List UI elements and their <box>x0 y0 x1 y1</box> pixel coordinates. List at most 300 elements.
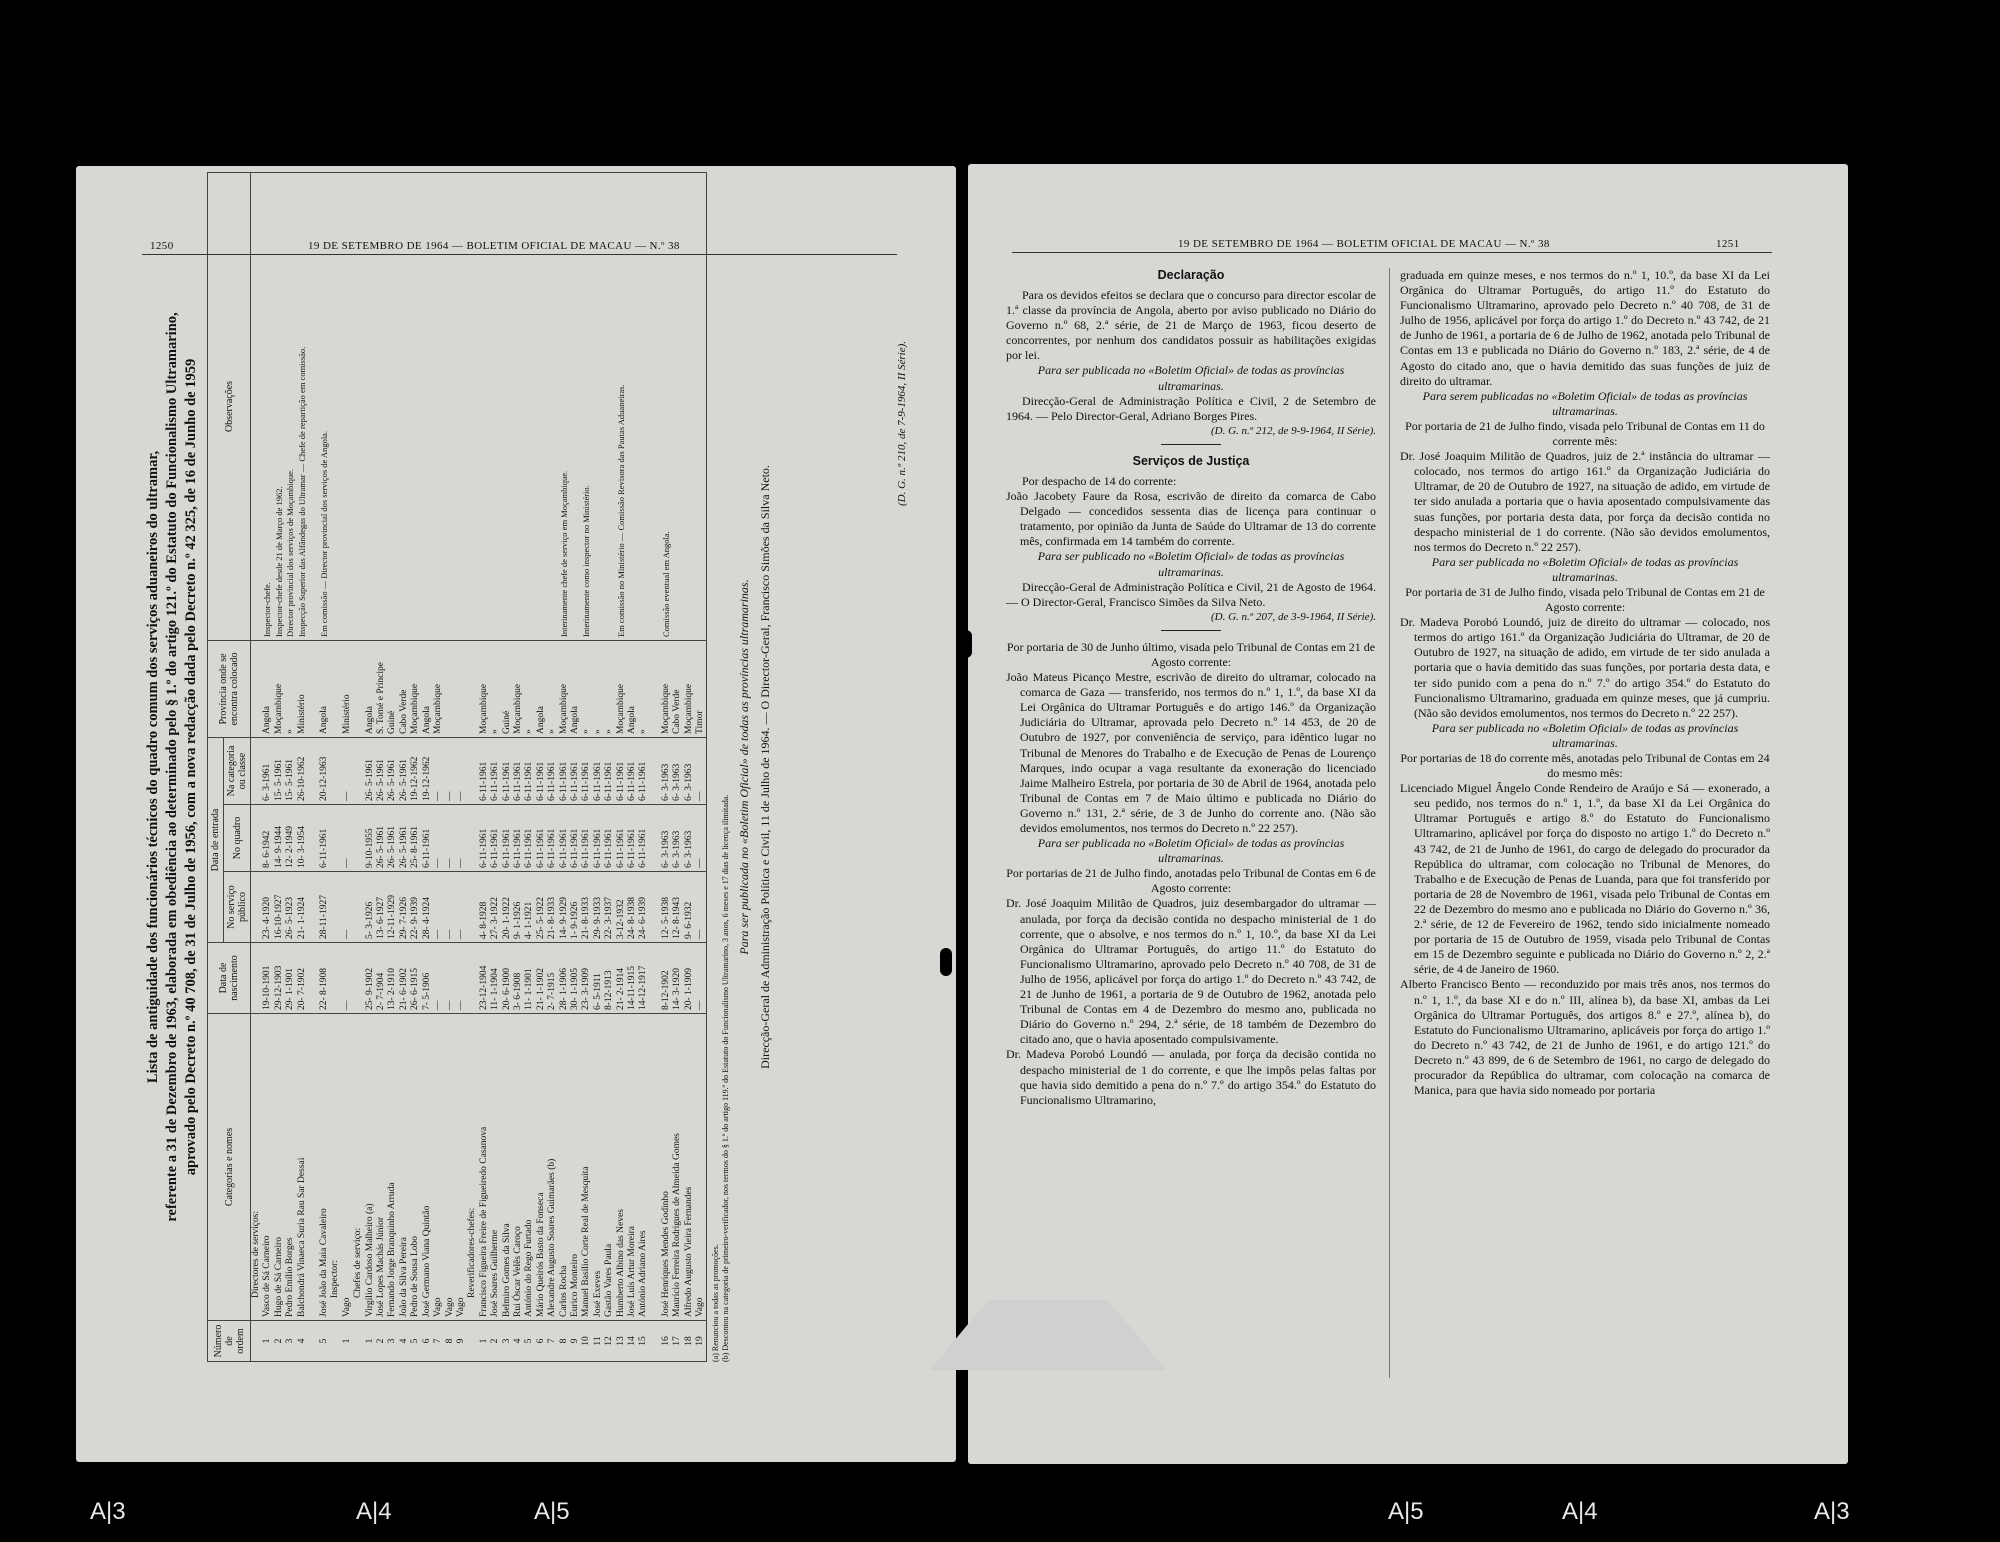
cell-province: Moçambique <box>433 641 444 738</box>
seniority-list-rotated <box>144 172 872 1362</box>
empty-cell <box>308 872 319 943</box>
cell-category: 26- 5-1961 <box>376 738 387 805</box>
cell-province: S. Tomé e Príncipe <box>376 641 387 738</box>
cell-category: 6-11-1961 <box>547 738 558 805</box>
cell-public: 9- 6-1932 <box>684 872 695 943</box>
gazette-ref-left: (D. G. n.º 210, de 7-9-1964, II Série). <box>896 340 908 506</box>
cell-num: 7 <box>547 1321 558 1362</box>
cell-public: 24- 8-1938 <box>627 872 638 943</box>
col-public: No serviço público <box>224 872 251 943</box>
publish-note: Para ser publicada no «Boletim Oficial» de todas as províncias ultramarinas. <box>1431 554 1739 584</box>
cell-quadro: 6-11-1961 <box>524 805 535 872</box>
cell-quadro: 9-10-1955 <box>365 805 376 872</box>
empty-cell <box>650 872 661 943</box>
empty-cell <box>330 173 341 641</box>
cell-name: João da Silva Pereira <box>399 1014 410 1321</box>
cell-public: 16-10-1927 <box>274 872 285 943</box>
empty-cell <box>353 173 364 641</box>
cell-province: » <box>604 641 615 738</box>
cell-province: Angola <box>570 641 581 738</box>
cell-public: 14- 9-1929 <box>559 872 570 943</box>
cell-obs: Inspecção Superior das Alfândegas do Ultramar — Chefe de repartição em comissão. <box>297 173 308 641</box>
cell-obs <box>376 173 387 641</box>
cell-name: Alexandre Augusto Soares Guimarães (b) <box>547 1014 558 1321</box>
order-entry: João Jacobety Faure da Rosa, escrivão de direito da comarca de Cabo Delgado — concedidos sessenta dias de licença para continuar o tratamento, por opinião da Junta de Saúde do Ultramar de 13 do corrente mês, confirmada em 14 também do corrente. <box>1006 489 1376 549</box>
cell-quadro: — <box>695 805 707 872</box>
cell-public: 5- 3-1926 <box>365 872 376 943</box>
cell-birth: 29-12-1903 <box>274 943 285 1014</box>
group-spacer <box>330 1321 341 1362</box>
col-province: Província onde se encontra colocado <box>208 641 251 738</box>
cell-public: 21- 1-1924 <box>297 872 308 943</box>
cell-category: — <box>695 738 707 805</box>
section-rule <box>1161 444 1221 445</box>
cell-num: 8 <box>445 1321 456 1362</box>
cell-province: Ministério <box>342 641 353 738</box>
cell-birth: 8-12-1913 <box>604 943 615 1014</box>
title-line-3: aprovado pelo Decreto n.º 40 708, de 31 de Julho de 1956, com a nova redacção dada pelo Decreto n.º 42 325, de 16 de Junho de 1959 <box>183 358 199 1176</box>
cell-name: Francisco Figueira Freire de Figueiredo Casanova <box>479 1014 490 1321</box>
column-rule <box>1389 268 1390 1378</box>
cell-name: José Germano Viana Quintão <box>422 1014 433 1321</box>
cell-quadro: 6-11-1961 <box>319 805 330 872</box>
cell-num: 7 <box>433 1321 444 1362</box>
table-row <box>422 173 433 1362</box>
table-row <box>627 173 638 1362</box>
cell-num: 1 <box>262 1321 273 1362</box>
cell-obs <box>695 173 707 641</box>
footnotes <box>711 172 731 1362</box>
cell-quadro: 26- 5-1961 <box>376 805 387 872</box>
header-left: 19 DE SETEMBRO DE 1964 — BOLETIM OFICIAL DE MACAU — N.º 38 <box>308 240 680 252</box>
cell-name: Balchondrá Vinaeca Suria Rau Sar Dessai <box>297 1014 308 1321</box>
cell-num: 9 <box>456 1321 467 1362</box>
cell-public: 12-11-1929 <box>387 872 398 943</box>
empty-cell <box>251 872 263 943</box>
cell-province: Moçambique <box>410 641 421 738</box>
cell-province: Moçambique <box>513 641 524 738</box>
cell-obs <box>502 173 513 641</box>
empty-cell <box>650 805 661 872</box>
text-column-2 <box>1400 268 1770 1098</box>
cell-birth: 22- 8-1908 <box>319 943 330 1014</box>
cell-public: 9- 1-1926 <box>513 872 524 943</box>
table-row <box>638 173 649 1362</box>
cell-obs <box>410 173 421 641</box>
table-row <box>684 173 695 1362</box>
cell-name: José João da Maia Cavaleiro <box>319 1014 330 1321</box>
cell-num: 12 <box>604 1321 615 1362</box>
cell-num: 1 <box>342 1321 353 1362</box>
cell-num: 2 <box>490 1321 501 1362</box>
table-row <box>285 173 296 1362</box>
table-row <box>524 173 535 1362</box>
cell-province: » <box>490 641 501 738</box>
cell-category: 6-11-1961 <box>627 738 638 805</box>
cell-province: Angola <box>536 641 547 738</box>
order-intro: Por portaria de 21 de Julho findo, visada pelo Tribunal de Contas em 11 do corrente mês: <box>1405 418 1765 449</box>
cell-category: 19-12-1962 <box>422 738 433 805</box>
publish-note: Para ser publicada no «Boletim Oficial» de todas as províncias ultramarinas. <box>1037 836 1345 866</box>
cell-birth: 3- 6-1908 <box>513 943 524 1014</box>
empty-cell <box>308 943 319 1014</box>
cell-province: Guiné <box>502 641 513 738</box>
cell-public: 12- 8-1943 <box>672 872 683 943</box>
cell-quadro: 6- 3-1963 <box>672 805 683 872</box>
cell-category: 6-11-1961 <box>604 738 615 805</box>
table-row <box>616 173 627 1362</box>
cell-obs <box>672 173 683 641</box>
paragraph: Para os devidos efeitos se declara que o concurso para director escolar de 1.ª classe da província de Angola, aberto por aviso publicado no Diário do Governo n.º 68, 2.ª série, de 21 de Março de 1963, ficou deserto de concorrentes, por nenhum dos candidatos possuir as habilitações exigidas por lei. <box>1006 288 1376 363</box>
film-mark: A|5 <box>534 1498 570 1525</box>
order-entry: Dr. Madeva Porobó Loundó, juiz de direito do ultramar — colocado, nos termos do artigo 161.º da Organização Judiciária do Ultramar, de 20 de Outubro de 1927, na situação de adido, em virtude de ter sido anulada a portaria que o havia demitido das suas funções, por portaria desta data, e ter sido punido com a pena do n.º 7.º do artigo 354.º do Estatuto do Funcionalismo Ultramarino, graduada em quinze meses, que já cumpriu. (Não são devidos emolumentos, nos termos do Decreto n.º 22 257). <box>1400 615 1770 720</box>
cell-province: Cabo Verde <box>399 641 410 738</box>
paragraph: Direcção-Geral de Administração Política e Civil, 21 de Agosto de 1964. — O Director-Geral, Francisco Simões da Silva Neto. <box>1006 579 1376 609</box>
cell-birth: 26- 6-1915 <box>410 943 421 1014</box>
cell-category: — <box>433 738 444 805</box>
empty-cell <box>467 173 478 641</box>
paragraph: Direcção-Geral de Administração Política e Civil, 2 de Setembro de 1964. — Pelo Director-Geral, Adriano Borges Pires. <box>1006 393 1376 423</box>
empty-cell <box>308 641 319 738</box>
order-entry: Dr. José Joaquim Militão de Quadros, juiz de 2.ª instância do ultramar — colocado, nos termos do artigo 161.º da Organização Judiciária do Ultramar, de 20 de Outubro de 1927, na situação de adido, em virtude de ter sido anulada a portaria que o havia aposentado compulsivamente das suas funções, por portaria desta data, por força da decisão contida no despacho ministerial de 1 do corrente. (Não são devidos emolumentos, nos termos do Decreto n.º 22 257). <box>1400 449 1770 554</box>
cell-category: — <box>342 738 353 805</box>
cell-obs <box>684 173 695 641</box>
empty-cell <box>251 943 263 1014</box>
cell-quadro: 8- 6-1942 <box>262 805 273 872</box>
cell-quadro: 26- 5-1961 <box>387 805 398 872</box>
cell-birth: 11- 1-1904 <box>490 943 501 1014</box>
col-quadro: No quadro <box>224 805 251 872</box>
cell-public: — <box>695 872 707 943</box>
cell-birth: 14- 3-1920 <box>672 943 683 1014</box>
gazette-ref: (D. G. n.º 207, de 3-9-1964, II Série). <box>1210 610 1376 623</box>
group-label: Directores de serviços: <box>251 1014 263 1321</box>
cell-name: Manuel Basílio Corte Real de Mesquita <box>581 1014 592 1321</box>
group-label: Inspector: <box>330 1014 341 1321</box>
cell-num: 4 <box>399 1321 410 1362</box>
group-heading <box>330 173 341 1362</box>
cell-quadro: 6- 3-1963 <box>684 805 695 872</box>
cell-num: 16 <box>661 1321 672 1362</box>
cell-num: 13 <box>616 1321 627 1362</box>
table-row <box>479 173 490 1362</box>
cell-public: 29- 7-1926 <box>399 872 410 943</box>
cell-name: Vago <box>445 1014 456 1321</box>
section-rule <box>1161 630 1221 631</box>
cell-num: 5 <box>524 1321 535 1362</box>
cell-birth: 23- 3-1909 <box>581 943 592 1014</box>
cell-category: 6-11-1961 <box>570 738 581 805</box>
table-row <box>593 173 604 1362</box>
cell-obs <box>399 173 410 641</box>
empty-cell <box>251 738 263 805</box>
group-spacer <box>467 1321 478 1362</box>
empty-cell <box>650 738 661 805</box>
cell-num: 3 <box>387 1321 398 1362</box>
cell-num: 8 <box>559 1321 570 1362</box>
cell-quadro: 26- 5-1961 <box>399 805 410 872</box>
section-heading: Declaração <box>1157 268 1225 282</box>
cell-birth: 7- 5-1906 <box>422 943 433 1014</box>
footnote-b: (b) Descontou na categoria de primeiro-verificador, nos termos do § 1.º do artigo 119.º do Estatuto do Funcionalismo Ultramarino, 3 anos, 6 meses e 17 dias de licença ilimitada. <box>721 794 731 1362</box>
cell-province: Angola <box>422 641 433 738</box>
empty-cell <box>467 872 478 943</box>
cell-birth: 20- 6-1900 <box>502 943 513 1014</box>
cell-birth: 14-12-1917 <box>638 943 649 1014</box>
film-mark: A|5 <box>1388 1498 1424 1525</box>
table-row <box>399 173 410 1362</box>
cell-province: Angola <box>365 641 376 738</box>
cell-obs <box>536 173 547 641</box>
cell-name: José Exeves <box>593 1014 604 1321</box>
order-entry: Dr. Madeva Porobó Loundó — anulada, por força da decisão contida no despacho ministerial de 1 do corrente, e que lhe impôs pelas faltas por que havia sido demitido a pena do n.º 7.º do artigo 354.º do Estatuto do Funcionalismo Ultramarino, <box>1006 1047 1376 1107</box>
order-entry: João Mateus Picanço Mestre, escrivão de direito do ultramar, colocado na comarca de Gaza — transferido, nos termos do n.º 1, 1.º, da base XI da Lei Orgânica do Ultramar Português e do artigo 146.º da Organização Judiciária do Ultramar, aprovada pelo Decreto n.º 14 453, de 20 de Outubro de 1927, por conveniência de serviço, para idêntico lugar no Tribunal de Menores do Trabalho e de Execução de Penas de Lourenço Marques, indo ocupar a vaga resultante da exoneração do licenciado Jaime Malheiro Estrela, por portaria de 30 de Abril de 1964, anotada pelo Tribunal de Contas em 7 de Maio último e publicada no Diário do Governo n.º 131, 2.ª série, de 3 de Junho do corrente ano. (Não são devidos emolumentos, nos termos do Decreto n.º 22 257). <box>1006 670 1376 835</box>
cell-birth: 2- 7-1915 <box>547 943 558 1014</box>
cell-public: 3-12-1932 <box>616 872 627 943</box>
cell-category: 6-11-1961 <box>593 738 604 805</box>
cell-quadro: 6-11-1961 <box>536 805 547 872</box>
cell-obs: Em comissão no Ministério — Comissão Revisora das Pautas Aduaneiras. <box>616 173 627 641</box>
col-obs: Observações <box>208 173 251 641</box>
cell-num: 3 <box>285 1321 296 1362</box>
cell-category: 6-11-1961 <box>524 738 535 805</box>
cell-province: Moçambique <box>274 641 285 738</box>
cell-province: Angola <box>319 641 330 738</box>
cell-category: 6- 3-1963 <box>684 738 695 805</box>
cell-quadro: — <box>342 805 353 872</box>
table-body <box>251 173 707 1362</box>
cell-quadro: 6-11-1961 <box>616 805 627 872</box>
film-mark: A|3 <box>90 1498 126 1525</box>
cell-public: — <box>456 872 467 943</box>
cell-quadro: 12- 2-1949 <box>285 805 296 872</box>
empty-cell <box>353 738 364 805</box>
cell-category: 6-11-1961 <box>559 738 570 805</box>
empty-cell <box>251 173 263 641</box>
empty-cell <box>330 872 341 943</box>
cell-num: 4 <box>297 1321 308 1362</box>
cell-province: » <box>638 641 649 738</box>
cell-name: Humberto Albino das Neves <box>616 1014 627 1321</box>
cell-province: Timor <box>695 641 707 738</box>
empty-cell <box>330 805 341 872</box>
order-intro: Por portaria de 30 de Junho último, visada pelo Tribunal de Contas em 21 de Agosto corrente: <box>1006 639 1376 669</box>
cell-name: Vago <box>342 1014 353 1321</box>
cell-birth: 21- 2-1914 <box>616 943 627 1014</box>
cell-public: — <box>445 872 456 943</box>
table-row <box>661 173 672 1362</box>
cell-quadro: — <box>445 805 456 872</box>
cell-birth: 25- 9-1902 <box>365 943 376 1014</box>
col-birth: Data de nascimento <box>208 943 251 1014</box>
cell-quadro: 10- 3-1954 <box>297 805 308 872</box>
cell-birth: 28- 1-1906 <box>559 943 570 1014</box>
empty-cell <box>308 1321 319 1362</box>
table-row <box>672 173 683 1362</box>
group-heading <box>353 173 364 1362</box>
table-row <box>262 173 273 1362</box>
group-heading <box>251 173 263 1362</box>
cell-public: — <box>433 872 444 943</box>
cell-obs <box>342 173 353 641</box>
cell-num: 15 <box>638 1321 649 1362</box>
film-mark: A|4 <box>1562 1498 1598 1525</box>
cell-province: Moçambique <box>559 641 570 738</box>
cell-birth: 21- 1-1902 <box>536 943 547 1014</box>
cell-obs: Em comissão — Director provincial dos serviços de Angola. <box>319 173 330 641</box>
cell-obs: Interinamente chefe de serviço em Moçambique. <box>559 173 570 641</box>
cell-province: Moçambique <box>684 641 695 738</box>
film-mark: A|3 <box>1814 1498 1850 1525</box>
cell-obs <box>422 173 433 641</box>
cell-birth: 30- 1-1905 <box>570 943 581 1014</box>
cell-num: 2 <box>376 1321 387 1362</box>
order-intro: Por portaria de 31 de Julho findo, visada pelo Tribunal de Contas em 21 de Agosto corrente: <box>1405 584 1765 615</box>
order-intro: Por portarias de 21 de Julho findo, anotadas pelo Tribunal de Contas em 6 de Agosto corrente: <box>1006 866 1376 896</box>
cell-province: Cabo Verde <box>672 641 683 738</box>
cell-category: 15- 5-1961 <box>285 738 296 805</box>
cell-obs <box>479 173 490 641</box>
header-right: 19 DE SETEMBRO DE 1964 — BOLETIM OFICIAL DE MACAU — N.º 38 <box>1178 238 1550 250</box>
cell-obs <box>387 173 398 641</box>
cell-public: 22- 9-1939 <box>410 872 421 943</box>
film-mark: A|4 <box>356 1498 392 1525</box>
cell-birth: 20- 1-1909 <box>684 943 695 1014</box>
cell-name: Pedro Emílio Borges <box>285 1014 296 1321</box>
right-page <box>968 164 1848 1464</box>
cell-birth: — <box>445 943 456 1014</box>
table-row <box>581 173 592 1362</box>
cell-public: 4- 1-1921 <box>524 872 535 943</box>
cell-num: 14 <box>627 1321 638 1362</box>
empty-cell <box>251 641 263 738</box>
table-row <box>490 173 501 1362</box>
table-row <box>319 173 330 1362</box>
cell-name: António do Rego Furtado <box>524 1014 535 1321</box>
cell-birth: 6- 5-1911 <box>593 943 604 1014</box>
row-gap <box>650 173 661 1362</box>
table-row <box>342 173 353 1362</box>
group-spacer <box>353 1321 364 1362</box>
table-row <box>502 173 513 1362</box>
cell-obs: Inspector-chefe. <box>262 173 273 641</box>
cell-quadro: 25- 8-1961 <box>410 805 421 872</box>
empty-cell <box>308 1014 319 1321</box>
cell-obs <box>638 173 649 641</box>
empty-cell <box>251 805 263 872</box>
cell-province: » <box>285 641 296 738</box>
cell-quadro: 6-11-1961 <box>502 805 513 872</box>
cell-name: Pedro de Sousa Lobo <box>410 1014 421 1321</box>
empty-cell <box>650 1321 661 1362</box>
cell-num: 18 <box>684 1321 695 1362</box>
table-row <box>297 173 308 1362</box>
cell-obs <box>490 173 501 641</box>
group-heading <box>467 173 478 1362</box>
table-row <box>445 173 456 1362</box>
cell-obs <box>456 173 467 641</box>
order-entry: Dr. José Joaquim Militão de Quadros, juiz desembargador do ultramar — anulada, por força da decisão contida no despacho ministerial de 1 do corrente, que o absolve, e nos termos do n.º 1, 10.º, da base XI da Lei Orgânica do Ultramar Português, do artigo 11.º do Estatuto do Funcionalismo Ultramarino, aprovado pelo Decreto n.º 40 708, de 31 de Julho de 1956, aplicável por força do artigo 1.º do Decreto n.º 43 742, de 21 de Junho de 1961, a portaria de 9 de Outubro de 1962, anotada pelo Tribunal de Contas em 4 de Dezembro do mesmo ano, publicada no Diário do Governo n.º 294, 2.ª série, de 18 também de Dezembro do citado ano, que o havia aposentado compulsivamente. <box>1006 896 1376 1047</box>
col-name: Categorias e nomes <box>208 1014 251 1321</box>
group-label: Chefes de serviço: <box>353 1014 364 1321</box>
cell-quadro: 6-11-1961 <box>604 805 615 872</box>
cell-num: 11 <box>593 1321 604 1362</box>
cell-name: José Soares Guilherme <box>490 1014 501 1321</box>
cell-birth: — <box>342 943 353 1014</box>
cell-public: 21- 8-1933 <box>547 872 558 943</box>
cell-num: 5 <box>319 1321 330 1362</box>
cell-name: José Lopes Machás Júnior <box>376 1014 387 1321</box>
cell-province: Ministério <box>297 641 308 738</box>
cell-name: Virgílio Cardoso Malheiro (a) <box>365 1014 376 1321</box>
publish-note: Para ser publicada no «Boletim Oficial» de todas as províncias ultramarinas. <box>737 579 752 955</box>
left-page <box>76 166 956 1462</box>
cell-num: 6 <box>422 1321 433 1362</box>
table-row <box>547 173 558 1362</box>
cell-province: Angola <box>627 641 638 738</box>
cell-quadro: 6-11-1961 <box>627 805 638 872</box>
empty-cell <box>353 943 364 1014</box>
cell-category: 26- 5-1961 <box>399 738 410 805</box>
cell-num: 1 <box>365 1321 376 1362</box>
table-row <box>365 173 376 1362</box>
cell-category: 6-11-1961 <box>502 738 513 805</box>
cell-public: 28-11-1927 <box>319 872 330 943</box>
cell-birth: 23-12-1904 <box>479 943 490 1014</box>
cell-public: 25- 5-1922 <box>536 872 547 943</box>
cell-public: 13- 6-1927 <box>376 872 387 943</box>
cell-obs <box>524 173 535 641</box>
cell-category: 6-11-1961 <box>638 738 649 805</box>
empty-cell <box>330 738 341 805</box>
cell-name: Vago <box>456 1014 467 1321</box>
cell-name: Vago <box>433 1014 444 1321</box>
cell-name: Rui Óscar Velês Caroço <box>513 1014 524 1321</box>
cell-num: 5 <box>410 1321 421 1362</box>
cell-province: Moçambique <box>661 641 672 738</box>
cell-name: Alfredo Augusto Vieira Fernandes <box>684 1014 695 1321</box>
cell-category: 6-11-1961 <box>513 738 524 805</box>
cell-name: Fernando Jorge Branquinho Arruda <box>387 1014 398 1321</box>
cell-obs <box>570 173 581 641</box>
cell-birth: 20- 7-1902 <box>297 943 308 1014</box>
cell-birth: 19-10-1901 <box>262 943 273 1014</box>
footnote-a: (a) Renunciou a todas as promoções. <box>711 1244 721 1362</box>
order-entry: Alberto Francisco Bento — reconduzido por mais três anos, nos termos do n.º 1, 1.º, da base XI e do n.º III, alínea b), da base XI, ambas da Lei Orgânica do Ultramar Português, dos artigos 8.º e 27.º, alínea b), do Estatuto do Funcionalismo Ultramarino, aplicáveis por força do artigo 1.º do Decreto n.º 43 742, de 21 de Junho de 1961, e do artigo 121.º do Decreto n.º 43 899, de 6 de Setembro de 1961, no cargo de delegado do procurador da República do ultramar, com colocação na comarca de Manica, para que havia sido nomeado por portaria <box>1400 977 1770 1098</box>
cell-quadro: 6-11-1961 <box>479 805 490 872</box>
cell-num: 2 <box>274 1321 285 1362</box>
cell-category: — <box>456 738 467 805</box>
cell-name: Belmiro Gomes da Silva <box>502 1014 513 1321</box>
cell-obs <box>433 173 444 641</box>
cell-category: 6- 3-1961 <box>262 738 273 805</box>
gutter-shadow <box>930 1300 1166 1370</box>
col-num: Número de ordem <box>208 1321 251 1362</box>
cell-birth: 13- 2-1910 <box>387 943 398 1014</box>
cell-obs: Interinamente como inspector no Ministério. <box>581 173 592 641</box>
cell-name: José Luís Artur Moreira <box>627 1014 638 1321</box>
publish-note: Para serem publicadas no «Boletim Oficial» de todas as províncias ultramarinas. <box>1422 388 1748 418</box>
col-entry: Data de entrada <box>208 738 224 943</box>
binding-hole <box>960 630 972 658</box>
cell-quadro: 14- 9-1944 <box>274 805 285 872</box>
empty-cell <box>308 173 319 641</box>
cell-category: 20-12-1963 <box>319 738 330 805</box>
cell-category: 6- 3-1963 <box>661 738 672 805</box>
cell-name: Maurício Ferreira Rodrigues de Almeida Gomes <box>672 1014 683 1321</box>
cell-quadro: 6-11-1961 <box>638 805 649 872</box>
cell-category: — <box>445 738 456 805</box>
